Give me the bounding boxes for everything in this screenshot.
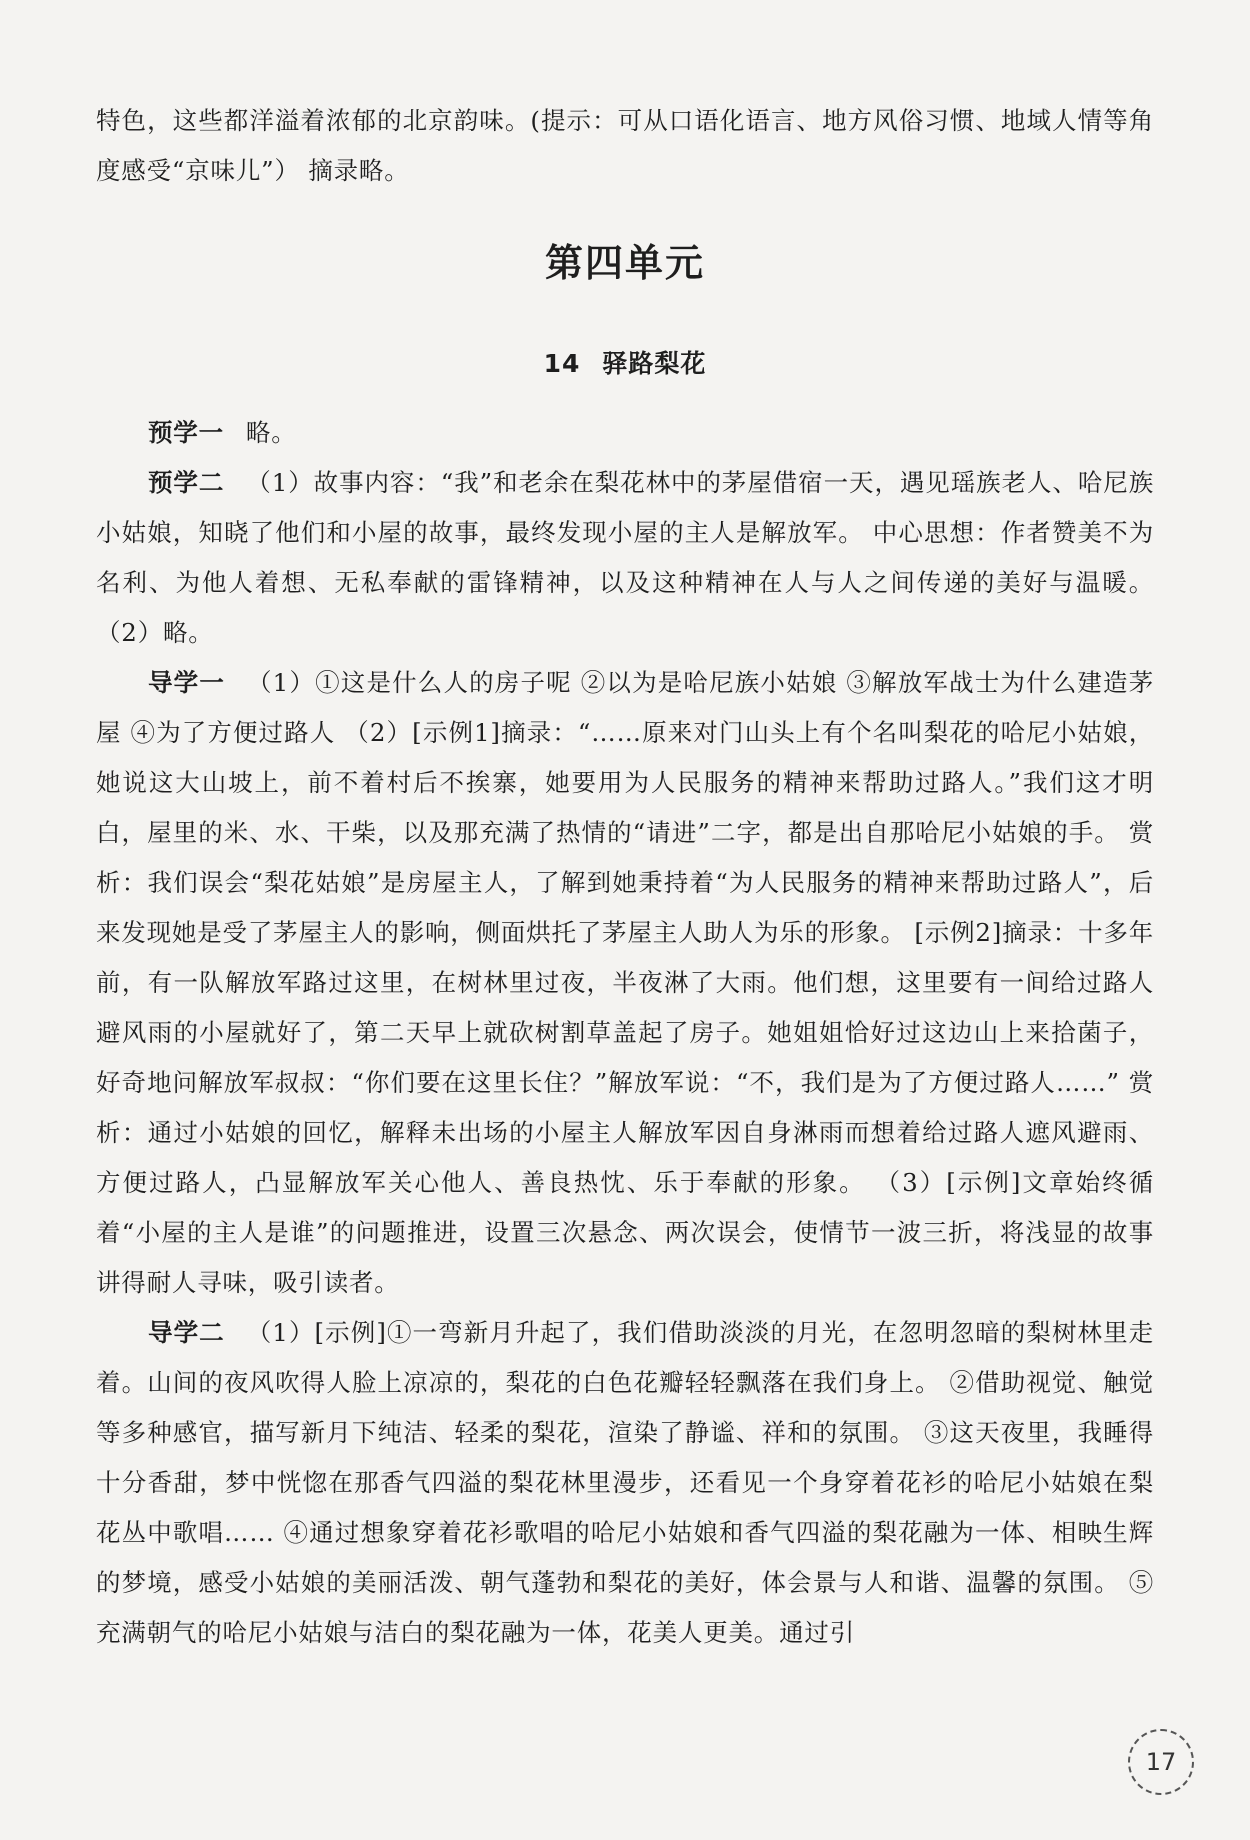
section-yuxue-1 — [96, 408, 1154, 458]
page-number: 17 — [1128, 1729, 1194, 1795]
intro-paragraph: 特色，这些都洋溢着浓郁的北京韵味。(提示：可从口语化语言、地方风俗习惯、地域人情等角度感受“京味儿”） 摘录略。 — [96, 106, 1154, 185]
page-content — [96, 96, 1154, 1658]
lesson-name: 驿路梨花 — [602, 349, 707, 378]
section-text: （1）故事内容：“我”和老余在梨花林中的茅屋借宿一天，遇见瑶族老人、哈尼族小姑娘，知晓了他们和小屋的故事，最终发现小屋的主人是解放军。 中心思想：作者赞美不为名利、为他人着想、无私奉献的雷锋精神，以及这种精神在人与人之间传递的美好与温暖。 （2）略。 — [96, 468, 1155, 647]
section-daoxue-1 — [96, 658, 1154, 1308]
section-text: （1）[示例]①一弯新月升起了，我们借助淡淡的月光，在忽明忽暗的梨树林里走着。山间的夜风吹得人脸上凉凉的，梨花的白色花瓣轻轻飘落在我们身上。 ②借助视觉、触觉等多种感官，描写新月下纯洁、轻柔的梨花，渲染了静谧、祥和的氛围。 ③这天夜里，我睡得十分香甜，梦中恍惚在那香气四溢的梨花林里漫步，还看见一个身穿着花衫的哈尼小姑娘在梨花丛中歌唱…… ④通过想象穿着花衫歌唱的哈尼小姑娘和香气四溢的梨花融为一体、相映生辉的梦境，感受小姑娘的美丽活泼、朝气蓬勃和梨花的美好，体会景与人和谐、温馨的氛围。 ⑤充满朝气的哈尼小姑娘与洁白的梨花融为一体，花美人更美。通过引 — [96, 1318, 1154, 1647]
section-label: 导学一 — [148, 668, 226, 697]
section-daoxue-2 — [96, 1308, 1154, 1658]
unit-title: 第四单元 — [544, 240, 705, 285]
section-yuxue-2 — [96, 458, 1154, 658]
lesson-number: 14 — [543, 349, 581, 378]
section-label: 预学二 — [148, 468, 225, 497]
section-text: （1）①这是什么人的房子呢 ②以为是哈尼族小姑娘 ③解放军战士为什么建造茅屋 ④为了方便过路人 （2）[示例1]摘录：“……原来对门山头上有个名叫梨花的哈尼小姑娘，她说这大山坡上，前不着村后不挨寨，她要用为人民服务的精神来帮助过路人。”我们这才明白，屋里的米、水、干柴，以及那充满了热情的“请进”二字，都是出自那哈尼小姑娘的手。 赏析：我们误会“梨花姑娘”是房屋主人，了解到她秉持着“为人民服务的精神来帮助过路人”，后来发现她是受了茅屋主人的影响，侧面烘托了茅屋主人助人为乐的形象。 [示例2]摘录：十多年前，有一队解放军路过这里，在树林里过夜，半夜淋了大雨。他们想，这里要有一间给过路人避风雨的小屋就好了，第二天早上就砍树割草盖起了房子。她姐姐恰好过这边山上来拾菌子，好奇地问解放军叔叔：“你们要在这里长住？”解放军说：“不，我们是为了方便过路人……” 赏析：通过小姑娘的回忆，解释未出场的小屋主人解放军因自身淋雨而想着给过路人遮风避雨、方便过路人，凸显解放军关心他人、善良热忱、乐于奉献的形象。 （3）[示例]文章始终循着“小屋的主人是谁”的问题推进，设置三次悬念、两次误会，使情节一波三折，将浅显的故事讲得耐人寻味，吸引读者。 — [96, 668, 1155, 1297]
section-label: 预学一 — [148, 418, 224, 447]
section-text: 略。 — [245, 418, 297, 447]
lesson-title — [96, 344, 1154, 384]
section-label: 导学二 — [148, 1318, 225, 1347]
